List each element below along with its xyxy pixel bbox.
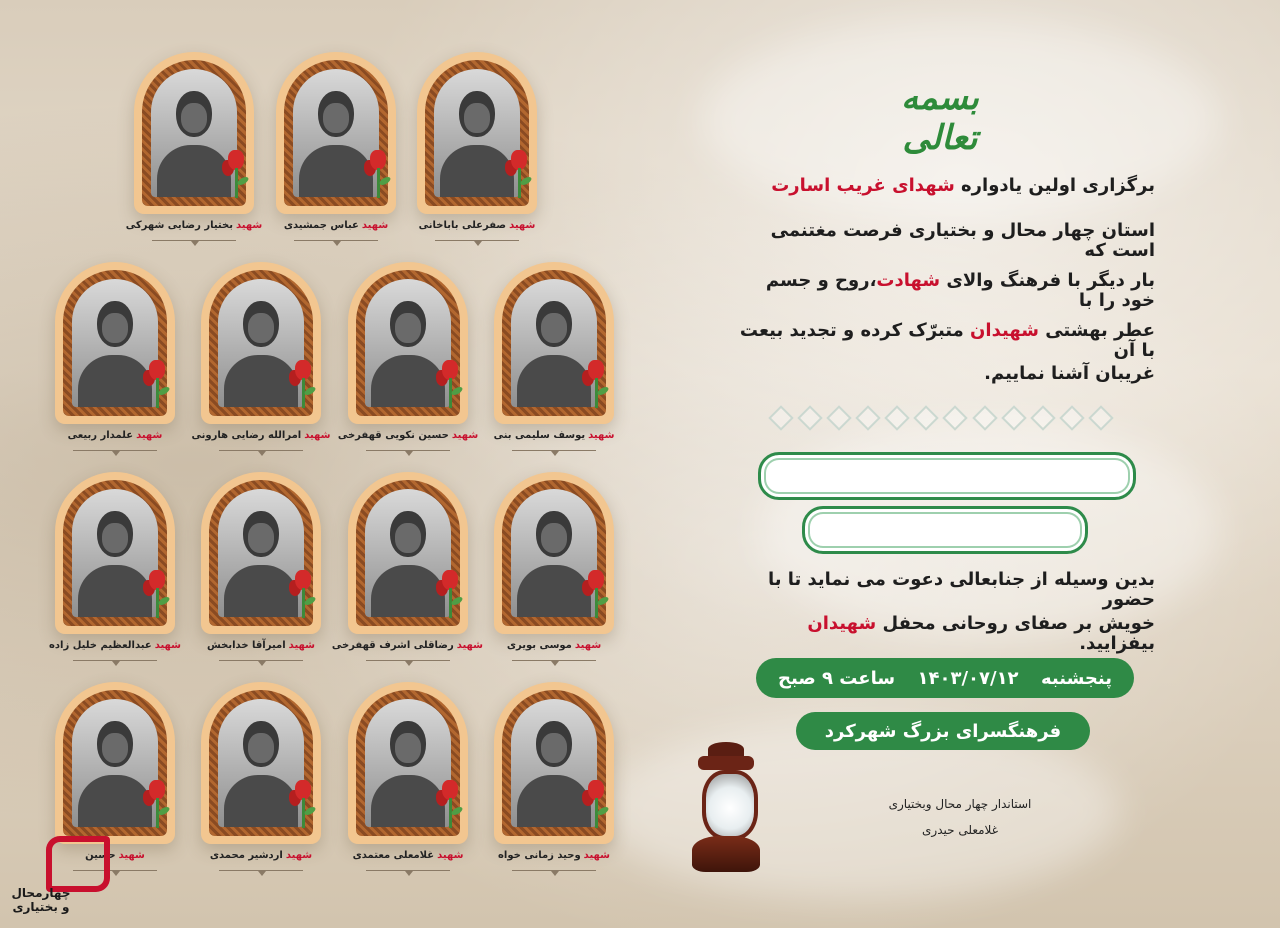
martyr-caption: شهیدیوسف سلیمی بنی xyxy=(493,430,615,441)
ornament-icon xyxy=(826,405,848,427)
martyr-caption: شهیدرضاقلی اشرف قهفرخی xyxy=(331,640,483,651)
ornament-icon xyxy=(942,405,964,427)
arch-frame xyxy=(494,682,614,844)
martyr-card xyxy=(55,262,175,462)
martyr-caption: شهیدوحید زمانی خواه xyxy=(498,850,610,861)
martyr-caption: شهیداردشیر محمدی xyxy=(209,850,313,861)
arch-frame xyxy=(55,262,175,424)
martyr-card xyxy=(494,472,614,672)
caption-divider xyxy=(73,660,157,661)
martyr-caption: شهیدبختیار رضایی شهرکی xyxy=(125,220,263,231)
ornament-icon xyxy=(972,405,994,427)
ornament-icon xyxy=(913,405,935,427)
tulip-icon xyxy=(289,570,319,620)
arch-frame xyxy=(134,52,254,214)
martyr-caption: شهیدامرالله رضایی هارونی xyxy=(191,430,331,441)
tulip-icon xyxy=(582,360,612,410)
arch-frame xyxy=(417,52,537,214)
intro-line: غریبان آشنا نماییم. xyxy=(984,363,1155,384)
caption-divider xyxy=(512,660,596,661)
bismillah-calligraphy: بسمه تعالی xyxy=(901,78,979,158)
ornament-icon xyxy=(1001,405,1023,427)
ornament-row xyxy=(768,405,1110,431)
martyr-card xyxy=(49,472,181,672)
martyr-card xyxy=(201,682,321,882)
signature-name: غلامعلی حیدری xyxy=(922,823,998,837)
event-date-pill xyxy=(756,658,1134,698)
event-venue-pill: فرهنگسرای بزرگ شهرکرد xyxy=(796,712,1090,750)
intro-line: عطر بهشتی شهیدان متبرّک کرده و تجدید بیعت با آن xyxy=(739,320,1155,361)
arch-frame xyxy=(348,262,468,424)
martyr-caption: شهیدعبدالعظیم خلیل زاده xyxy=(49,640,181,651)
tulip-icon xyxy=(143,360,173,410)
tulip-icon xyxy=(436,360,466,410)
caption-divider xyxy=(152,240,236,241)
organization-logo: چهارمحال و بختیاری xyxy=(6,836,118,924)
ornament-icon xyxy=(1059,405,1081,427)
martyr-caption: شهیدحسین نکویی قهفرخی xyxy=(337,430,479,441)
arch-frame xyxy=(201,682,321,844)
arch-frame xyxy=(55,472,175,634)
arch-frame xyxy=(348,682,468,844)
tulip-icon xyxy=(289,360,319,410)
arch-frame xyxy=(201,472,321,634)
intro-line: برگزاری اولین یادواره شهدای غریب اسارت xyxy=(771,175,1155,196)
signature-title: استاندار چهار محال وبختیاری xyxy=(888,797,1032,811)
intro-line: بار دیگر با فرهنگ والای شهادت،روح و جسم خود را با xyxy=(765,270,1155,311)
invitation-line: بدین وسیله از جنابعالی دعوت می نماید تا با حضور xyxy=(767,569,1155,610)
martyr-card xyxy=(125,52,263,252)
arch-frame xyxy=(494,262,614,424)
martyr-card xyxy=(276,52,396,252)
guest-title-banner xyxy=(802,506,1088,554)
martyr-card xyxy=(201,472,321,672)
arch-frame xyxy=(276,52,396,214)
tulip-icon xyxy=(364,150,394,200)
martyr-card xyxy=(417,52,537,252)
ornament-icon xyxy=(1030,405,1052,427)
caption-divider xyxy=(366,660,450,661)
ornament-icon xyxy=(1088,405,1110,427)
tulip-icon xyxy=(289,780,319,830)
caption-divider xyxy=(219,660,303,661)
caption-divider xyxy=(219,450,303,451)
martyr-caption: شهیدحسین xyxy=(85,850,145,861)
arch-frame xyxy=(55,682,175,844)
ornament-icon xyxy=(768,405,790,427)
tulip-icon xyxy=(582,780,612,830)
martyr-caption: شهیدموسی بویری xyxy=(506,640,602,651)
martyr-card xyxy=(494,262,614,462)
arch-frame xyxy=(201,262,321,424)
tulip-icon xyxy=(143,780,173,830)
event-time: ساعت ۹ صبح xyxy=(778,667,896,689)
martyr-caption: شهیدعلمدار ربیعی xyxy=(67,430,163,441)
caption-divider xyxy=(512,870,596,871)
martyr-caption: شهیدامیرآقا خدابخش xyxy=(207,640,315,651)
lantern-icon xyxy=(684,742,768,882)
caption-divider xyxy=(366,450,450,451)
martyr-card xyxy=(494,682,614,882)
caption-divider xyxy=(435,240,519,241)
martyr-caption: شهیدصفرعلی باباخانی xyxy=(418,220,536,231)
tulip-icon xyxy=(505,150,535,200)
intro-line: استان چهار محال و بختیاری فرصت مغتنمی است که xyxy=(770,220,1155,261)
tulip-icon xyxy=(143,570,173,620)
invitation-line: خویش بر صفای روحانی محفل شهیدان بیفزایید. xyxy=(807,613,1155,654)
ornament-icon xyxy=(797,405,819,427)
tulip-icon xyxy=(222,150,252,200)
caption-divider xyxy=(512,450,596,451)
event-date: ۱۴۰۳/۰۷/۱۲ xyxy=(917,667,1019,689)
caption-divider xyxy=(366,870,450,871)
event-day: پنجشنبه xyxy=(1040,667,1112,689)
tulip-icon xyxy=(436,780,466,830)
martyr-card xyxy=(348,682,468,882)
martyr-card xyxy=(191,262,331,462)
martyr-caption: شهیدعباس جمشیدی xyxy=(283,220,389,231)
tulip-icon xyxy=(582,570,612,620)
martyr-card xyxy=(337,262,479,462)
caption-divider xyxy=(294,240,378,241)
caption-divider xyxy=(73,450,157,451)
ornament-icon xyxy=(884,405,906,427)
caption-divider xyxy=(219,870,303,871)
martyr-caption: شهیدغلامعلی معتمدی xyxy=(352,850,464,861)
martyr-card xyxy=(331,472,483,672)
arch-frame xyxy=(348,472,468,634)
ornament-icon xyxy=(855,405,877,427)
guest-name-banner xyxy=(758,452,1136,500)
tulip-icon xyxy=(436,570,466,620)
arch-frame xyxy=(494,472,614,634)
